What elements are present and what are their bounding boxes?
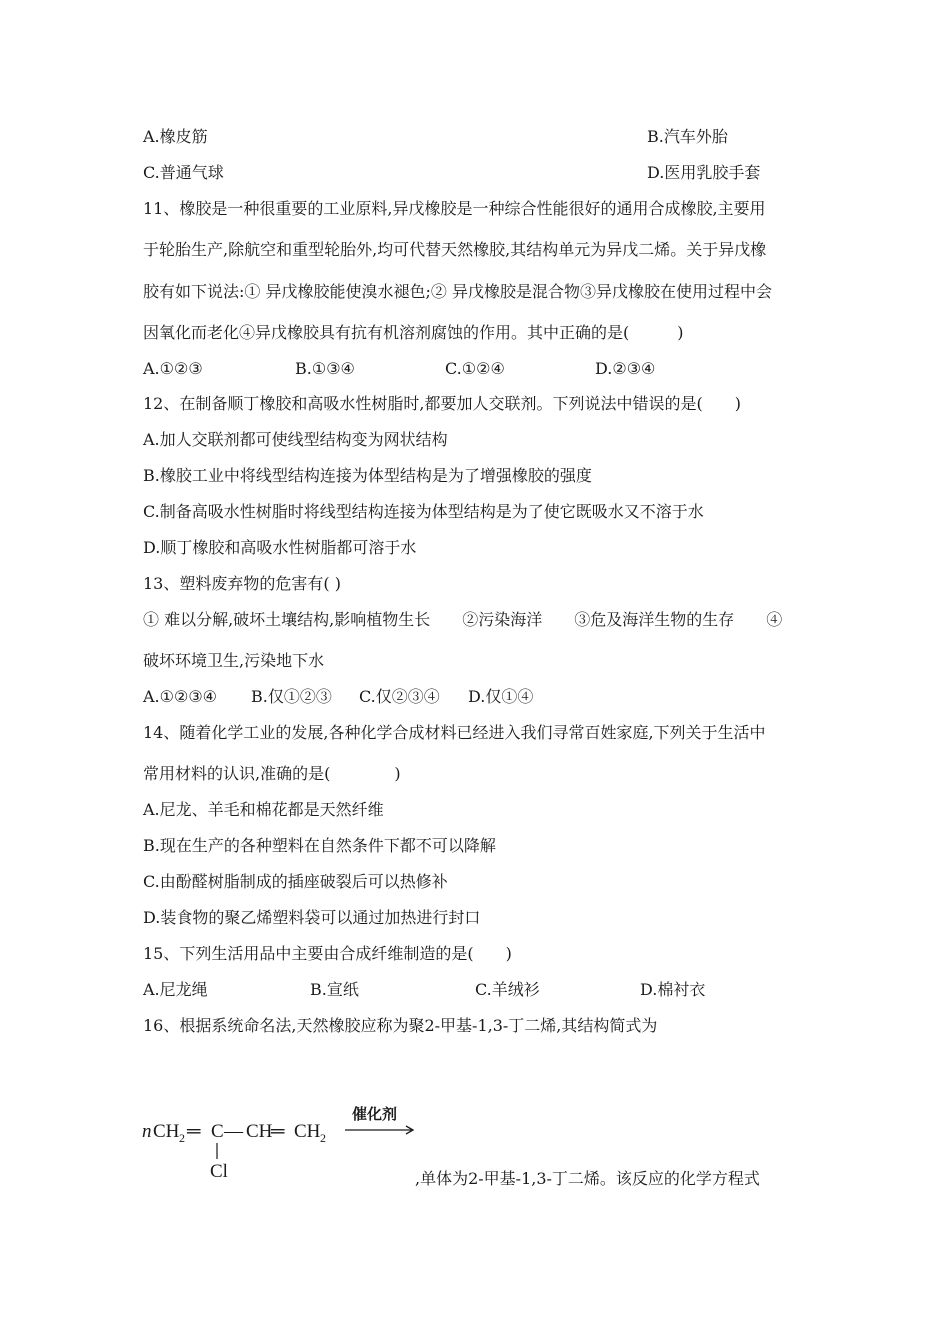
q12-stem: 12、在制备顺丁橡胶和高吸水性树脂时,都要加人交联剂。下列说法中错误的是( ) [143,394,741,413]
q13-harms-line-2: 破坏环境卫生,污染地下水 [143,651,325,670]
q14-stem-line-1: 14、随着化学工业的发展,各种化学合成材料已经进入我们寻常百姓家庭,下列关于生活中 [143,723,766,742]
q14-option-d: D.装食物的聚乙烯塑料袋可以通过加热进行封口 [143,908,481,927]
formula-subscript-left: 2 [179,1131,185,1145]
q15-option-a: A.尼龙绳 [143,980,208,999]
q13-option-a: A.①②③④ [143,687,218,706]
q13-stem: 13、塑料废弃物的危害有( ) [143,574,341,593]
q13-option-d: D.仅①④ [468,687,534,706]
formula-chlorine: Cl [210,1161,228,1182]
q10-option-d: D.医用乳胶手套 [647,163,761,182]
q12-option-b: B.橡胶工业中将线型结构连接为体型结构是为了增强橡胶的强度 [143,466,592,485]
q10-option-c: C.普通气球 [143,163,224,182]
q11-stem-line-2: 于轮胎生产,除航空和重型轮胎外,均可代替天然橡胶,其结构单元为异戊二烯。关于异戊橡 [143,240,767,259]
q10-option-a: A.橡皮筋 [143,127,208,146]
formula-double-bond-1: ═ [187,1121,201,1142]
q15-option-d: D.棉衬衣 [640,980,706,999]
q12-option-a: A.加人交联剂都可使线型结构变为网状结构 [143,430,448,449]
q16-formula-tail: ,单体为2-甲基-1,3-丁二烯。该反应的化学方程式 [415,1169,760,1188]
q11-stem-line-3: 胶有如下说法:① 异戊橡胶能使溴水褪色;② 异戊橡胶是混合物③异戊橡胶在使用过程中会 [143,282,772,301]
q15-option-c: C.羊绒衫 [475,980,540,999]
chemical-structure-formula [140,1095,440,1185]
q13-option-b: B.仅①②③ [251,687,332,706]
q13-harms-line-1: ① 难以分解,破坏土壤结构,影响植物生长 ②污染海洋 ③危及海洋生物的生存 ④ [143,610,783,629]
q12-option-c: C.制备高吸水性树脂时将线型结构连接为体型结构是为了使它既吸水又不溶于水 [143,502,704,521]
formula-ch2-right: CH [294,1121,321,1142]
formula-single-bond: — [224,1121,243,1142]
q11-stem-line-4: 因氧化而老化④异戊橡胶具有抗有机溶剂腐蚀的作用。其中正确的是( ) [143,323,684,342]
q11-stem-line-1: 11、橡胶是一种很重要的工业原料,异戊橡胶是一种综合性能很好的通用合成橡胶,主要用 [143,199,766,218]
q14-option-c: C.由酚醛树脂制成的插座破裂后可以热修补 [143,872,448,891]
q15-stem: 15、下列生活用品中主要由合成纤维制造的是( ) [143,944,512,963]
q15-option-b: B.宣纸 [310,980,359,999]
q11-option-c: C.①②④ [445,359,505,378]
q13-option-c: C.仅②③④ [359,687,440,706]
formula-ch2-left: CH [153,1121,180,1142]
q14-option-a: A.尼龙、羊毛和棉花都是天然纤维 [143,800,384,819]
q11-option-a: A.①②③ [143,359,203,378]
q14-stem-line-2: 常用材料的认识,准确的是( ) [143,764,401,783]
q11-option-b: B.①③④ [295,359,355,378]
formula-double-bond-2: ═ [271,1121,285,1142]
q10-option-b: B.汽车外胎 [647,127,728,146]
q12-option-d: D.顺丁橡胶和高吸水性树脂都可溶于水 [143,538,417,557]
q14-option-b: B.现在生产的各种塑料在自然条件下都不可以降解 [143,836,496,855]
q16-stem: 16、根据系统命名法,天然橡胶应称为聚2-甲基-1,3-丁二烯,其结构简式为 [143,1016,658,1035]
formula-coefficient: n [142,1121,152,1142]
formula-ch-middle: CH [246,1121,273,1142]
formula-catalyst-label: 催化剂 [352,1105,398,1123]
q11-option-d: D.②③④ [595,359,656,378]
formula-carbon: C [211,1121,224,1142]
formula-subscript-right: 2 [320,1131,326,1145]
